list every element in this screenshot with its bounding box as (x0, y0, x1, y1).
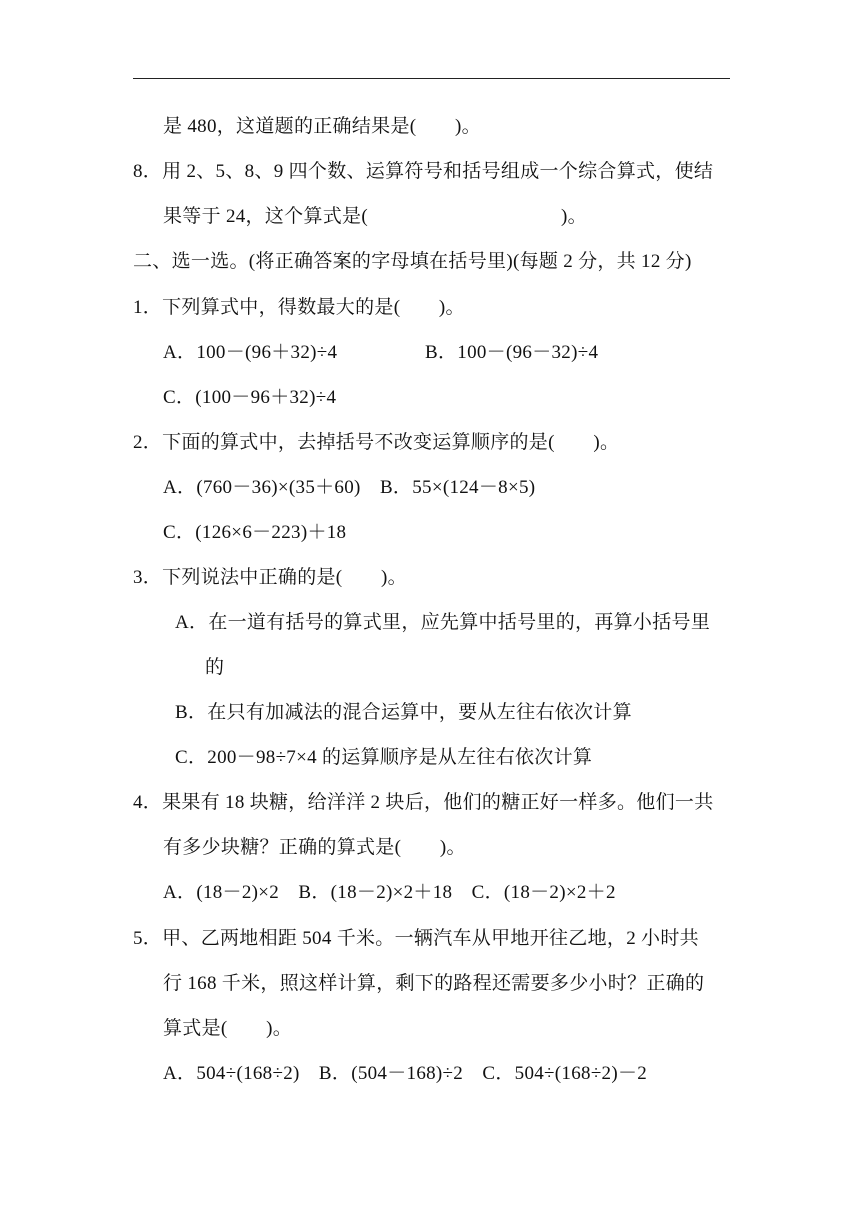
section2-heading: 二、选一选。(将正确答案的字母填在括号里)(每题 2 分，共 12 分) (133, 251, 692, 272)
q5-stem-line3: 算式是( )。 (163, 1018, 293, 1039)
q1-option-b: B．100－(96－32)÷4 (425, 342, 599, 363)
q2-stem: 2．下面的算式中，去掉括号不改变运算顺序的是( )。 (133, 432, 620, 453)
q3-option-b: B．在只有加减法的混合运算中，要从左往右依次计算 (175, 702, 632, 723)
q5-stem-line2: 行 168 千米，照这样计算，剩下的路程还需要多少小时？正确的 (163, 973, 705, 994)
q3-stem: 3．下列说法中正确的是( )。 (133, 567, 407, 588)
q1-option-c: C．(100－96＋32)÷4 (163, 387, 337, 408)
q5-stem-line1: 5．甲、乙两地相距 504 千米。一辆汽车从甲地开往乙地，2 小时共 (133, 928, 699, 949)
q2-option-c: C．(126×6－223)＋18 (163, 522, 347, 543)
q4-stem-line2: 有多少块糖？正确的算式是( )。 (163, 837, 466, 858)
q4-stem-line1: 4．果果有 18 块糖，给洋洋 2 块后，他们的糖正好一样多。他们一共 (133, 792, 714, 813)
q5-options: A．504÷(168÷2) B．(504－168)÷2 C．504÷(168÷2)－2 (163, 1063, 648, 1084)
q3-option-a-line1: A．在一道有括号的算式里，应先算中括号里的，再算小括号里 (175, 612, 711, 633)
q8-line2: 果等于 24，这个算式是( )。 (163, 206, 587, 227)
q7-continuation: 是 480，这道题的正确结果是( )。 (163, 116, 481, 137)
q2-options-ab: A．(760－36)×(35＋60) B．55×(124－8×5) (163, 477, 536, 498)
header-rule (133, 78, 730, 79)
q3-option-a-line2: 的 (205, 657, 225, 678)
q8-line1: 8．用 2、5、8、9 四个数、运算符号和括号组成一个综合算式，使结 (133, 161, 714, 182)
q4-options: A．(18－2)×2 B．(18－2)×2＋18 C．(18－2)×2＋2 (163, 882, 616, 903)
q3-option-c: C．200－98÷7×4 的运算顺序是从左往右依次计算 (175, 747, 593, 768)
q1-stem: 1．下列算式中，得数最大的是( )。 (133, 297, 465, 318)
q1-option-a: A．100－(96＋32)÷4 (163, 342, 338, 363)
